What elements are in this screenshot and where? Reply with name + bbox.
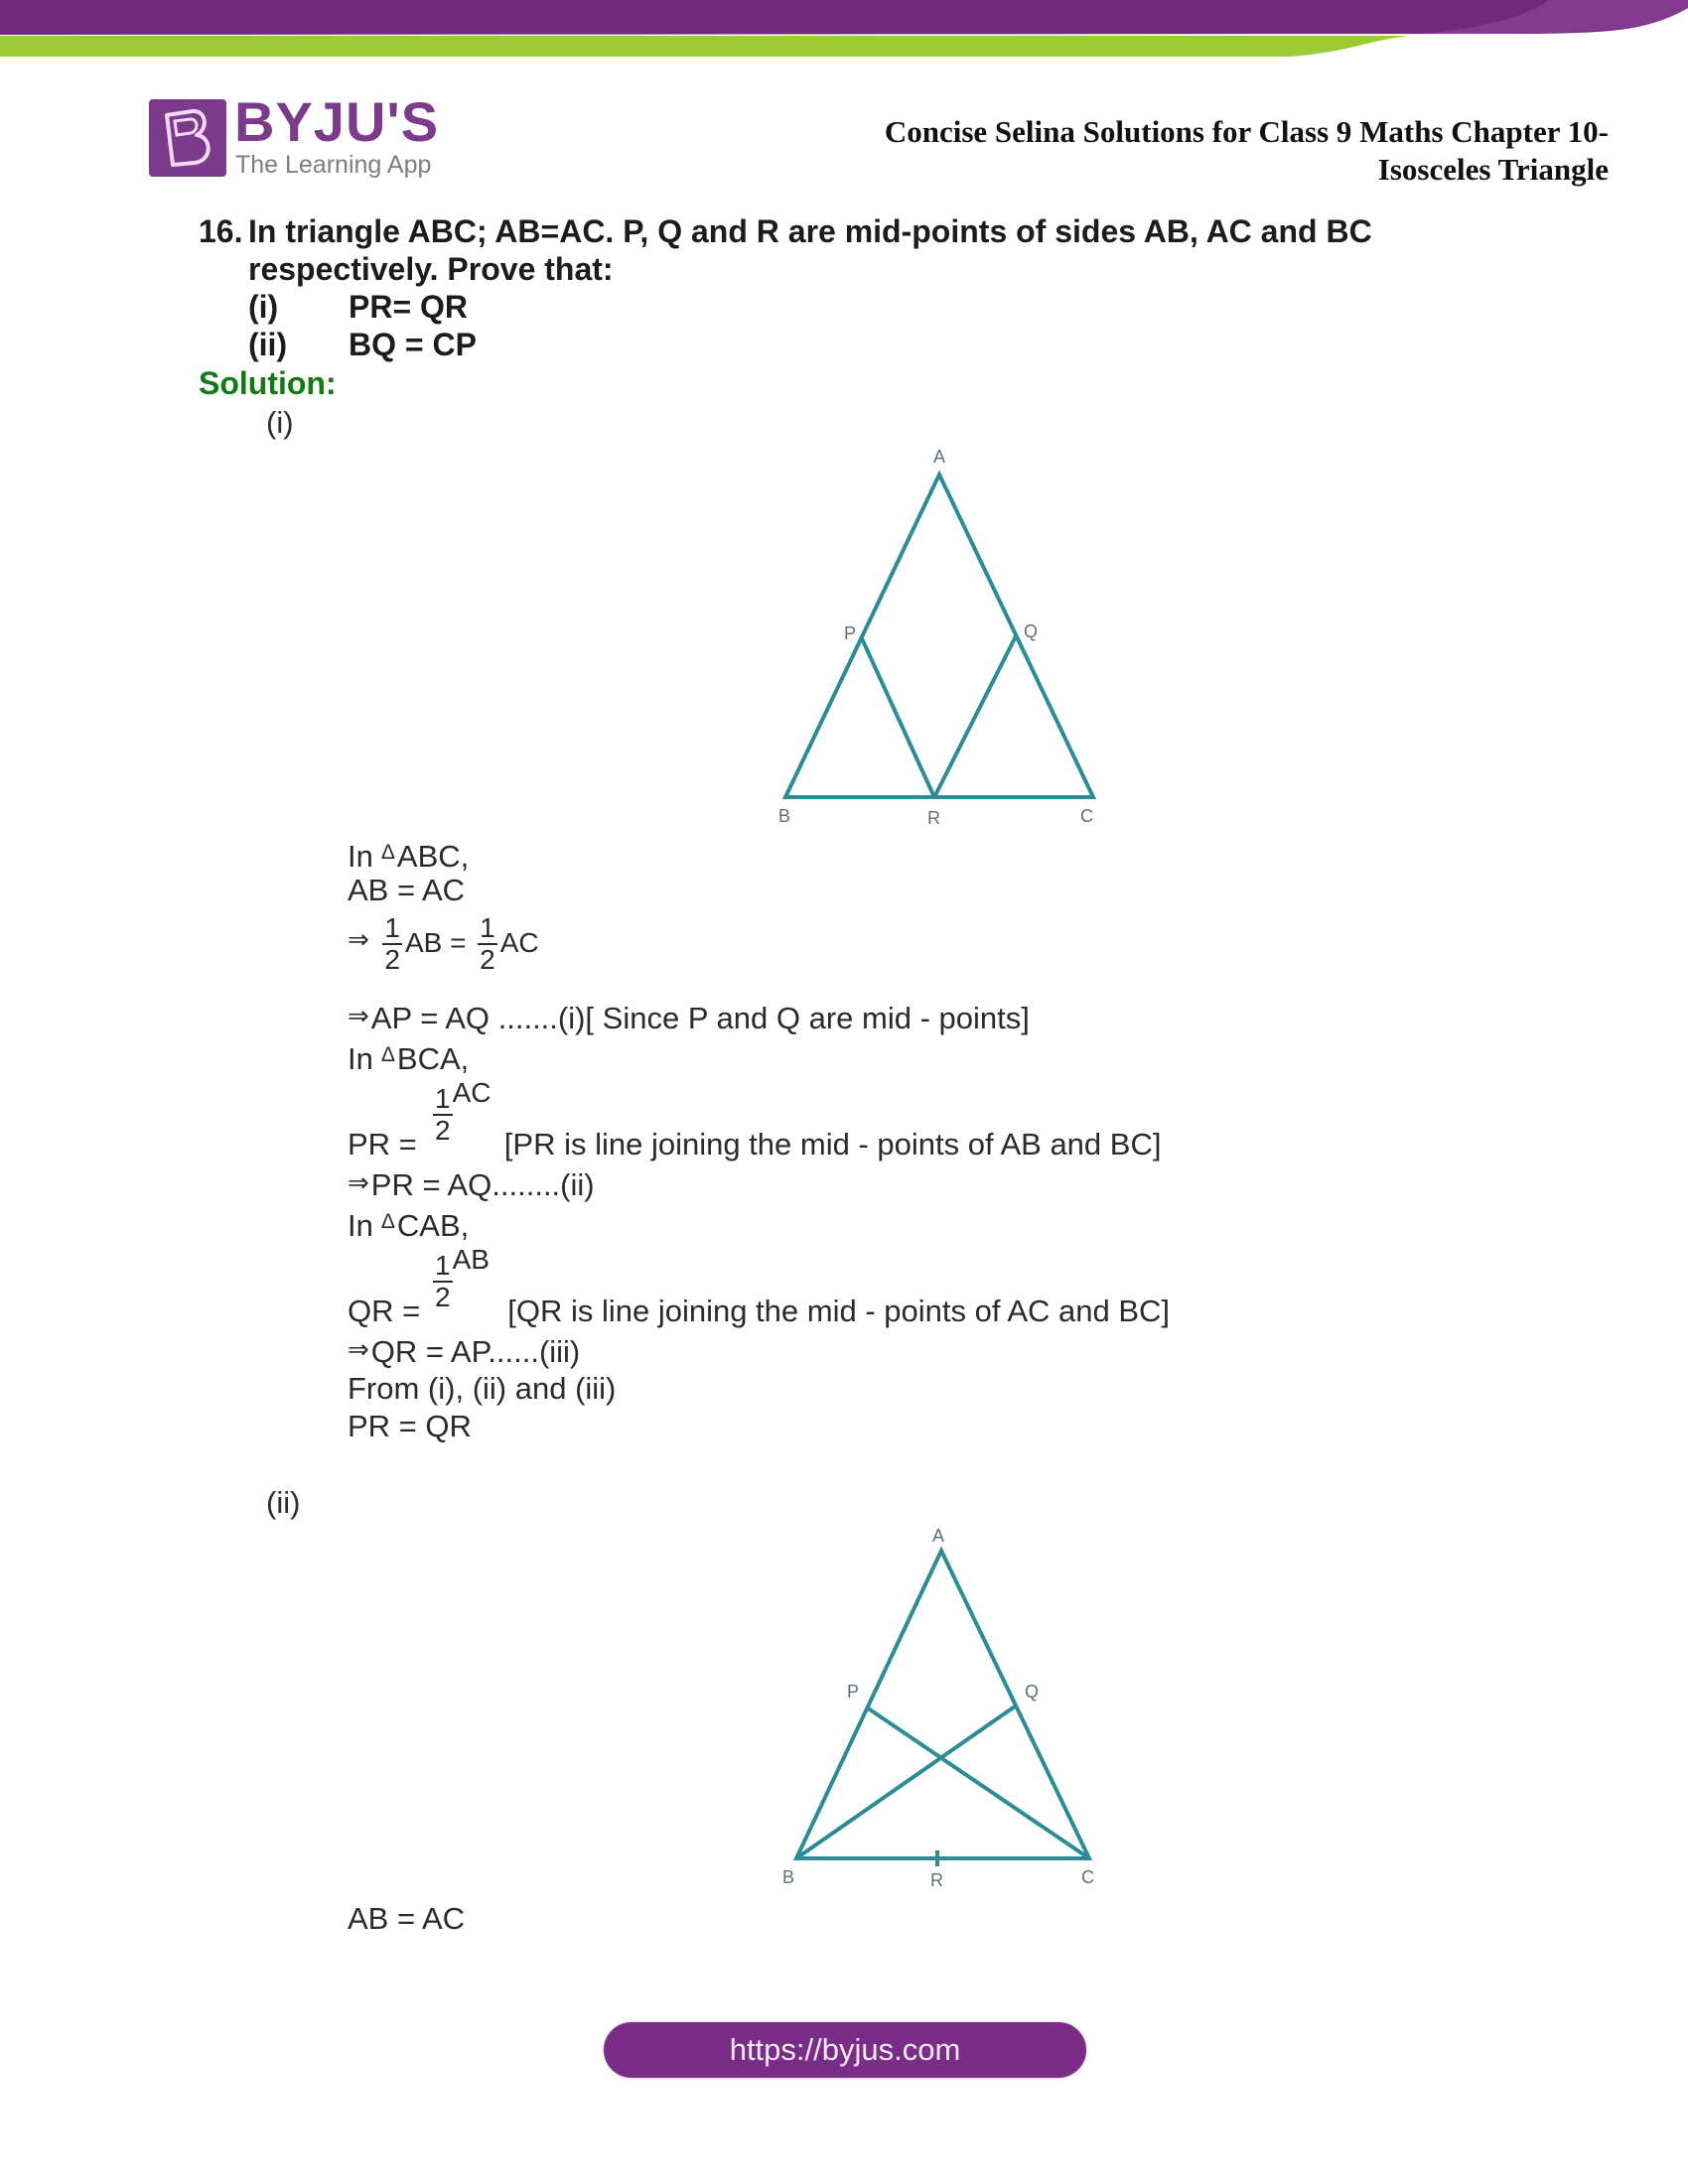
document-title (885, 113, 1609, 189)
svg-text:P: P (844, 623, 857, 643)
byjus-logo (149, 90, 440, 183)
document-title-line-1: Concise Selina Solutions for Class 9 Maths Chapter 10- (884, 114, 1609, 149)
proof-line: AB = AC (348, 873, 466, 907)
proof-line: In $^\Delta$ABC, (348, 839, 470, 874)
svg-text:P: P (847, 1682, 860, 1702)
question-part-text: BQ = CP (349, 327, 477, 362)
header-banner (0, 0, 1688, 69)
proof-line: PR = [PR is line joining the mid - points of AB and BC] (348, 1127, 1162, 1161)
triangle-diagram-part-1 (785, 475, 1093, 797)
svg-text:Q: Q (1024, 621, 1039, 641)
question-text-line-1: In triangle ABC; AB=AC. P, Q and R are mid-points of sides AB, AC and BC (248, 213, 1372, 249)
proof-fraction: $\frac{1}{2}$ AC (435, 1077, 492, 1146)
triangle-symbol-icon: Δ (380, 1210, 395, 1233)
proof-fraction: $\frac{1}{2}$ AB (435, 1244, 490, 1312)
svg-text:C: C (1080, 806, 1093, 826)
implies-icon: ⇒ (348, 1167, 369, 1197)
triangle-diagram-part-2-labels (782, 1526, 1094, 1890)
byjus-b-logo-icon (149, 99, 226, 177)
document-title-line-2: Isosceles Triangle (1377, 152, 1609, 187)
proof-line: In $^\Delta$CAB, (348, 1208, 470, 1243)
question-number: 16. (199, 213, 243, 249)
implies-icon: ⇒ (348, 924, 369, 955)
svg-text:B: B (782, 1867, 795, 1887)
solution-part-label: (i) (266, 405, 294, 440)
triangle-diagram-part-1-labels (778, 447, 1093, 828)
question-text (248, 212, 1489, 288)
triangle-symbol-icon: Δ (380, 841, 395, 864)
proof-line: AB = AC (348, 1901, 466, 1936)
brand-tagline: The Learning App (235, 151, 432, 179)
svg-text:B: B (778, 806, 791, 826)
solution-heading: Solution: (199, 365, 337, 401)
svg-text:A: A (933, 447, 946, 467)
question-part-label: (ii) (248, 327, 288, 362)
proof-line-fraction: ⇒ $\frac{1}{2}$ AB = $\frac{1}{2}$ AC (348, 912, 539, 975)
question-text-line-2: respectively. Prove that: (248, 251, 614, 287)
implies-icon: ⇒ (348, 1334, 369, 1364)
svg-text:A: A (932, 1526, 945, 1546)
svg-text:C: C (1081, 1867, 1094, 1887)
proof-line: From (i), (ii) and (iii) (348, 1371, 617, 1406)
proof-line: PR = QR (348, 1409, 472, 1443)
implies-icon: ⇒ (348, 1001, 369, 1030)
triangle-symbol-icon: Δ (380, 1043, 395, 1066)
triangle-diagram-part-2 (796, 1551, 1089, 1866)
solution-part-label: (ii) (266, 1485, 301, 1520)
brand-name: BYJU'S (234, 90, 440, 153)
proof-line: ⇒PR = AQ........(ii) (348, 1167, 595, 1202)
proof-line: QR = [QR is line joining the mid - points of AC and BC] (348, 1294, 1171, 1328)
svg-text:Q: Q (1025, 1682, 1040, 1702)
proof-line: ⇒AP = AQ .......(i)[ Since P and Q are mid - points] (348, 1001, 1030, 1035)
svg-text:R: R (927, 808, 940, 828)
question-part-text: PR= QR (349, 289, 469, 325)
proof-line: In $^\Delta$BCA, (348, 1041, 470, 1076)
question-part-label: (i) (248, 289, 279, 325)
proof-line: ⇒QR = AP......(iii) (348, 1334, 581, 1369)
footer-website-link[interactable]: https://byjus.com (604, 2022, 1086, 2078)
svg-text:R: R (930, 1870, 943, 1890)
